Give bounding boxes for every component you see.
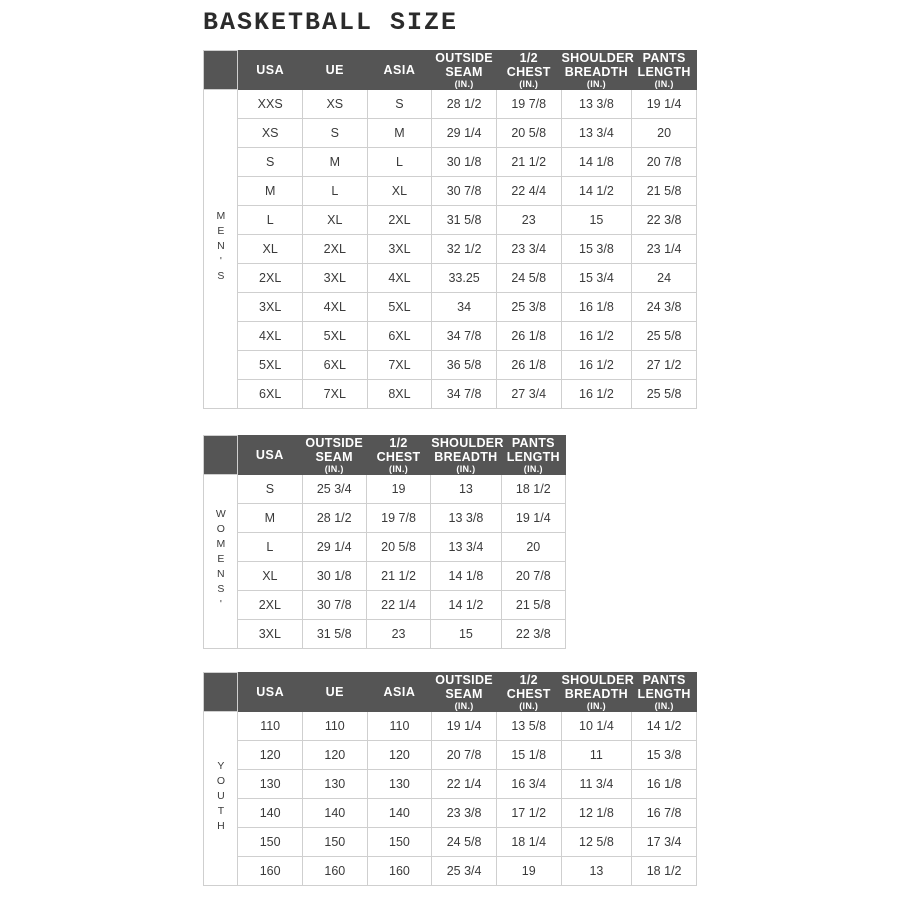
- measurement-cell: 34: [432, 293, 497, 322]
- measurement-cell: 13 3/8: [431, 504, 501, 533]
- column-header-label: USA: [256, 685, 285, 700]
- measurement-cell: 31 5/8: [432, 206, 497, 235]
- measurement-cell: 19 1/4: [632, 90, 697, 119]
- measurement-cell: 11 3/4: [561, 770, 632, 799]
- column-header-1-2-chest: [496, 673, 561, 712]
- measurement-cell: 30 7/8: [302, 591, 366, 620]
- table-row: [204, 562, 566, 591]
- measurement-cell: 22 3/8: [632, 206, 697, 235]
- group-label-text: MEN'S: [214, 210, 227, 286]
- measurement-cell: 34 7/8: [432, 380, 497, 409]
- measurement-cell: 13 3/4: [431, 533, 501, 562]
- table-row: [204, 148, 697, 177]
- table-row: [204, 828, 697, 857]
- measurement-cell: 23: [366, 620, 430, 649]
- table-row: [204, 206, 697, 235]
- measurement-cell: 21 1/2: [366, 562, 430, 591]
- measurement-cell: 30 1/8: [302, 562, 366, 591]
- header-corner-cell: [204, 51, 238, 90]
- measurement-cell: 14 1/2: [561, 177, 632, 206]
- column-header-label: UE: [325, 685, 344, 700]
- measurement-cell: 25 3/4: [432, 857, 497, 886]
- measurement-cell: 7XL: [367, 351, 432, 380]
- measurement-cell: 20: [501, 533, 565, 562]
- table-row: [204, 293, 697, 322]
- measurement-cell: 36 5/8: [432, 351, 497, 380]
- measurement-cell: 110: [302, 712, 367, 741]
- column-header-outside-seam: [432, 673, 497, 712]
- size-cell: S: [238, 475, 302, 504]
- measurement-cell: 6XL: [367, 322, 432, 351]
- size-cell: 2XL: [238, 264, 303, 293]
- measurement-cell: 13: [561, 857, 632, 886]
- measurement-cell: 20 7/8: [432, 741, 497, 770]
- measurement-cell: 16 1/8: [632, 770, 697, 799]
- column-header-unit: (IN.): [654, 701, 674, 711]
- column-header-label: PANTS LENGTH: [637, 51, 691, 79]
- column-header-label: SHOULDER BREADTH: [561, 673, 635, 701]
- column-header-asia: [367, 51, 432, 90]
- size-cell: XS: [238, 119, 303, 148]
- measurement-cell: 16 1/2: [561, 380, 632, 409]
- measurement-cell: 120: [302, 741, 367, 770]
- measurement-cell: 3XL: [367, 235, 432, 264]
- column-header-unit: (IN.): [389, 464, 409, 474]
- measurement-cell: 13 3/4: [561, 119, 632, 148]
- column-header-ue: [302, 673, 367, 712]
- measurement-cell: 29 1/4: [432, 119, 497, 148]
- measurement-cell: 24: [632, 264, 697, 293]
- measurement-cell: 15 3/8: [561, 235, 632, 264]
- column-header-label: OUTSIDE SEAM: [305, 436, 364, 464]
- group-label-mens: [204, 90, 238, 409]
- measurement-cell: 30 1/8: [432, 148, 497, 177]
- measurement-cell: 19 1/4: [501, 504, 565, 533]
- column-header-unit: (IN.): [324, 464, 344, 474]
- measurement-cell: 5XL: [367, 293, 432, 322]
- measurement-cell: 120: [367, 741, 432, 770]
- measurement-cell: 23 1/4: [632, 235, 697, 264]
- measurement-cell: XL: [367, 177, 432, 206]
- measurement-cell: 22 4/4: [496, 177, 561, 206]
- measurement-cell: 13: [431, 475, 501, 504]
- measurement-cell: 26 1/8: [496, 351, 561, 380]
- measurement-cell: 6XL: [302, 351, 367, 380]
- table-row: [204, 90, 697, 119]
- measurement-cell: 23 3/8: [432, 799, 497, 828]
- column-header-1-2-chest: [496, 51, 561, 90]
- column-header-unit: (IN.): [519, 701, 539, 711]
- measurement-cell: 26 1/8: [496, 322, 561, 351]
- measurement-cell: 22 3/8: [501, 620, 565, 649]
- column-header-label: SHOULDER BREADTH: [431, 436, 504, 464]
- table-row: [204, 380, 697, 409]
- size-cell: XXS: [238, 90, 303, 119]
- measurement-cell: 18 1/4: [496, 828, 561, 857]
- measurement-cell: 22 1/4: [366, 591, 430, 620]
- column-header-unit: (IN.): [454, 701, 474, 711]
- measurement-cell: 20 5/8: [496, 119, 561, 148]
- column-header-pants-length: [632, 673, 697, 712]
- header-corner-cell: [204, 673, 238, 712]
- measurement-cell: 10 1/4: [561, 712, 632, 741]
- column-header-shoulder-breadth: [561, 51, 635, 90]
- womens-size-table: [203, 435, 566, 649]
- column-header-usa: [238, 51, 303, 90]
- measurement-cell: 17 1/2: [496, 799, 561, 828]
- measurement-cell: 7XL: [302, 380, 367, 409]
- measurement-cell: 160: [367, 857, 432, 886]
- size-cell: 3XL: [238, 620, 302, 649]
- column-header-unit: (IN.): [519, 79, 539, 89]
- measurement-cell: 28 1/2: [302, 504, 366, 533]
- column-header-label: PANTS LENGTH: [506, 436, 560, 464]
- size-cell: M: [238, 504, 302, 533]
- measurement-cell: 14 1/8: [431, 562, 501, 591]
- measurement-cell: S: [367, 90, 432, 119]
- measurement-cell: 3XL: [302, 264, 367, 293]
- measurement-cell: 19: [496, 857, 561, 886]
- measurement-cell: 12 5/8: [561, 828, 632, 857]
- column-header-outside-seam: [302, 436, 366, 475]
- size-cell: 150: [238, 828, 303, 857]
- size-cell: XL: [238, 562, 302, 591]
- size-cell: XL: [238, 235, 303, 264]
- size-cell: 120: [238, 741, 303, 770]
- measurement-cell: 150: [302, 828, 367, 857]
- measurement-cell: 19 7/8: [496, 90, 561, 119]
- column-header-label: 1/2 CHEST: [506, 673, 551, 701]
- measurement-cell: 24 5/8: [432, 828, 497, 857]
- column-header-label: ASIA: [383, 63, 416, 78]
- measurement-cell: 14 1/2: [431, 591, 501, 620]
- measurement-cell: 15 3/4: [561, 264, 632, 293]
- column-header-label: OUTSIDE SEAM: [435, 673, 493, 701]
- column-header-unit: (IN.): [586, 701, 606, 711]
- measurement-cell: XL: [302, 206, 367, 235]
- size-cell: L: [238, 533, 302, 562]
- column-header-label: USA: [255, 448, 284, 463]
- column-header-pants-length: [632, 51, 697, 90]
- column-header-outside-seam: [432, 51, 497, 90]
- measurement-cell: 2XL: [367, 206, 432, 235]
- table-row: [204, 504, 566, 533]
- measurement-cell: 24 5/8: [496, 264, 561, 293]
- measurement-cell: 25 5/8: [632, 380, 697, 409]
- table-row: [204, 322, 697, 351]
- size-cell: 4XL: [238, 322, 303, 351]
- measurement-cell: 19 1/4: [432, 712, 497, 741]
- measurement-cell: 25 3/4: [302, 475, 366, 504]
- size-cell: 160: [238, 857, 303, 886]
- table-row: [204, 857, 697, 886]
- measurement-cell: 25 5/8: [632, 322, 697, 351]
- measurement-cell: 2XL: [302, 235, 367, 264]
- column-header-1-2-chest: [366, 436, 430, 475]
- measurement-cell: 16 1/2: [561, 322, 632, 351]
- measurement-cell: 14 1/8: [561, 148, 632, 177]
- table-row: [204, 741, 697, 770]
- measurement-cell: 17 3/4: [632, 828, 697, 857]
- table-row: [204, 620, 566, 649]
- measurement-cell: 12 1/8: [561, 799, 632, 828]
- measurement-cell: 16 1/2: [561, 351, 632, 380]
- group-label-youth: [204, 712, 238, 886]
- measurement-cell: 20: [632, 119, 697, 148]
- measurement-cell: 24 3/8: [632, 293, 697, 322]
- table-row: [204, 533, 566, 562]
- size-cell: 3XL: [238, 293, 303, 322]
- measurement-cell: 4XL: [302, 293, 367, 322]
- measurement-cell: 18 1/2: [632, 857, 697, 886]
- group-label-text: WOMENS': [214, 507, 227, 613]
- table-row: [204, 799, 697, 828]
- measurement-cell: 28 1/2: [432, 90, 497, 119]
- size-cell: M: [238, 177, 303, 206]
- measurement-cell: 13 5/8: [496, 712, 561, 741]
- measurement-cell: 21 1/2: [496, 148, 561, 177]
- column-header-unit: (IN.): [654, 79, 674, 89]
- table-row: [204, 177, 697, 206]
- measurement-cell: 4XL: [367, 264, 432, 293]
- column-header-label: 1/2 CHEST: [376, 436, 421, 464]
- measurement-cell: 20 7/8: [632, 148, 697, 177]
- size-cell: S: [238, 148, 303, 177]
- table-row: [204, 351, 697, 380]
- measurement-cell: 11: [561, 741, 632, 770]
- mens-size-table-wrapper: [203, 50, 697, 409]
- measurement-cell: 23: [496, 206, 561, 235]
- column-header-unit: (IN.): [456, 464, 476, 474]
- column-header-label: SHOULDER BREADTH: [561, 51, 635, 79]
- measurement-cell: 18 1/2: [501, 475, 565, 504]
- table-row: [204, 770, 697, 799]
- column-header-usa: [238, 673, 303, 712]
- measurement-cell: 23 3/4: [496, 235, 561, 264]
- measurement-cell: 20 7/8: [501, 562, 565, 591]
- measurement-cell: 130: [367, 770, 432, 799]
- womens-size-table-wrapper: [203, 435, 566, 649]
- measurement-cell: 130: [302, 770, 367, 799]
- size-cell: 130: [238, 770, 303, 799]
- column-header-unit: (IN.): [586, 79, 606, 89]
- measurement-cell: 20 5/8: [366, 533, 430, 562]
- size-cell: 2XL: [238, 591, 302, 620]
- column-header-label: PANTS LENGTH: [637, 673, 691, 701]
- measurement-cell: 29 1/4: [302, 533, 366, 562]
- measurement-cell: XS: [302, 90, 367, 119]
- measurement-cell: 19 7/8: [366, 504, 430, 533]
- header-corner-cell: [204, 436, 238, 475]
- column-header-unit: (IN.): [523, 464, 543, 474]
- measurement-cell: 16 1/8: [561, 293, 632, 322]
- measurement-cell: 15 1/8: [496, 741, 561, 770]
- measurement-cell: 30 7/8: [432, 177, 497, 206]
- mens-size-table: [203, 50, 697, 409]
- measurement-cell: 31 5/8: [302, 620, 366, 649]
- measurement-cell: 34 7/8: [432, 322, 497, 351]
- measurement-cell: 27 1/2: [632, 351, 697, 380]
- size-cell: 140: [238, 799, 303, 828]
- size-cell: L: [238, 206, 303, 235]
- measurement-cell: 33.25: [432, 264, 497, 293]
- measurement-cell: M: [302, 148, 367, 177]
- measurement-cell: 19: [366, 475, 430, 504]
- measurement-cell: 14 1/2: [632, 712, 697, 741]
- measurement-cell: 140: [302, 799, 367, 828]
- column-header-asia: [367, 673, 432, 712]
- measurement-cell: 160: [302, 857, 367, 886]
- measurement-cell: 110: [367, 712, 432, 741]
- column-header-usa: [238, 436, 302, 475]
- column-header-label: UE: [325, 63, 344, 78]
- measurement-cell: S: [302, 119, 367, 148]
- group-label-womens: [204, 475, 238, 649]
- column-header-label: USA: [256, 63, 285, 78]
- measurement-cell: 150: [367, 828, 432, 857]
- column-header-pants-length: [501, 436, 565, 475]
- table-row: [204, 475, 566, 504]
- measurement-cell: 21 5/8: [501, 591, 565, 620]
- table-row: [204, 712, 697, 741]
- column-header-label: ASIA: [383, 685, 416, 700]
- size-cell: 6XL: [238, 380, 303, 409]
- page-title: BASKETBALL SIZE: [203, 8, 459, 37]
- table-row: [204, 235, 697, 264]
- measurement-cell: 140: [367, 799, 432, 828]
- youth-size-table: [203, 672, 697, 886]
- column-header-label: 1/2 CHEST: [506, 51, 551, 79]
- measurement-cell: 15 3/8: [632, 741, 697, 770]
- measurement-cell: 22 1/4: [432, 770, 497, 799]
- measurement-cell: M: [367, 119, 432, 148]
- column-header-shoulder-breadth: [431, 436, 504, 475]
- youth-size-table-wrapper: [203, 672, 697, 886]
- table-row: [204, 119, 697, 148]
- size-cell: 110: [238, 712, 303, 741]
- column-header-unit: (IN.): [454, 79, 474, 89]
- measurement-cell: 32 1/2: [432, 235, 497, 264]
- measurement-cell: 27 3/4: [496, 380, 561, 409]
- measurement-cell: 16 3/4: [496, 770, 561, 799]
- measurement-cell: 21 5/8: [632, 177, 697, 206]
- measurement-cell: 25 3/8: [496, 293, 561, 322]
- column-header-ue: [302, 51, 367, 90]
- table-row: [204, 591, 566, 620]
- measurement-cell: 16 7/8: [632, 799, 697, 828]
- measurement-cell: 15: [561, 206, 632, 235]
- size-cell: 5XL: [238, 351, 303, 380]
- table-row: [204, 264, 697, 293]
- measurement-cell: 13 3/8: [561, 90, 632, 119]
- measurement-cell: 5XL: [302, 322, 367, 351]
- column-header-label: OUTSIDE SEAM: [435, 51, 493, 79]
- measurement-cell: L: [367, 148, 432, 177]
- measurement-cell: L: [302, 177, 367, 206]
- measurement-cell: 15: [431, 620, 501, 649]
- column-header-shoulder-breadth: [561, 673, 635, 712]
- measurement-cell: 8XL: [367, 380, 432, 409]
- group-label-text: YOUTH: [214, 759, 227, 835]
